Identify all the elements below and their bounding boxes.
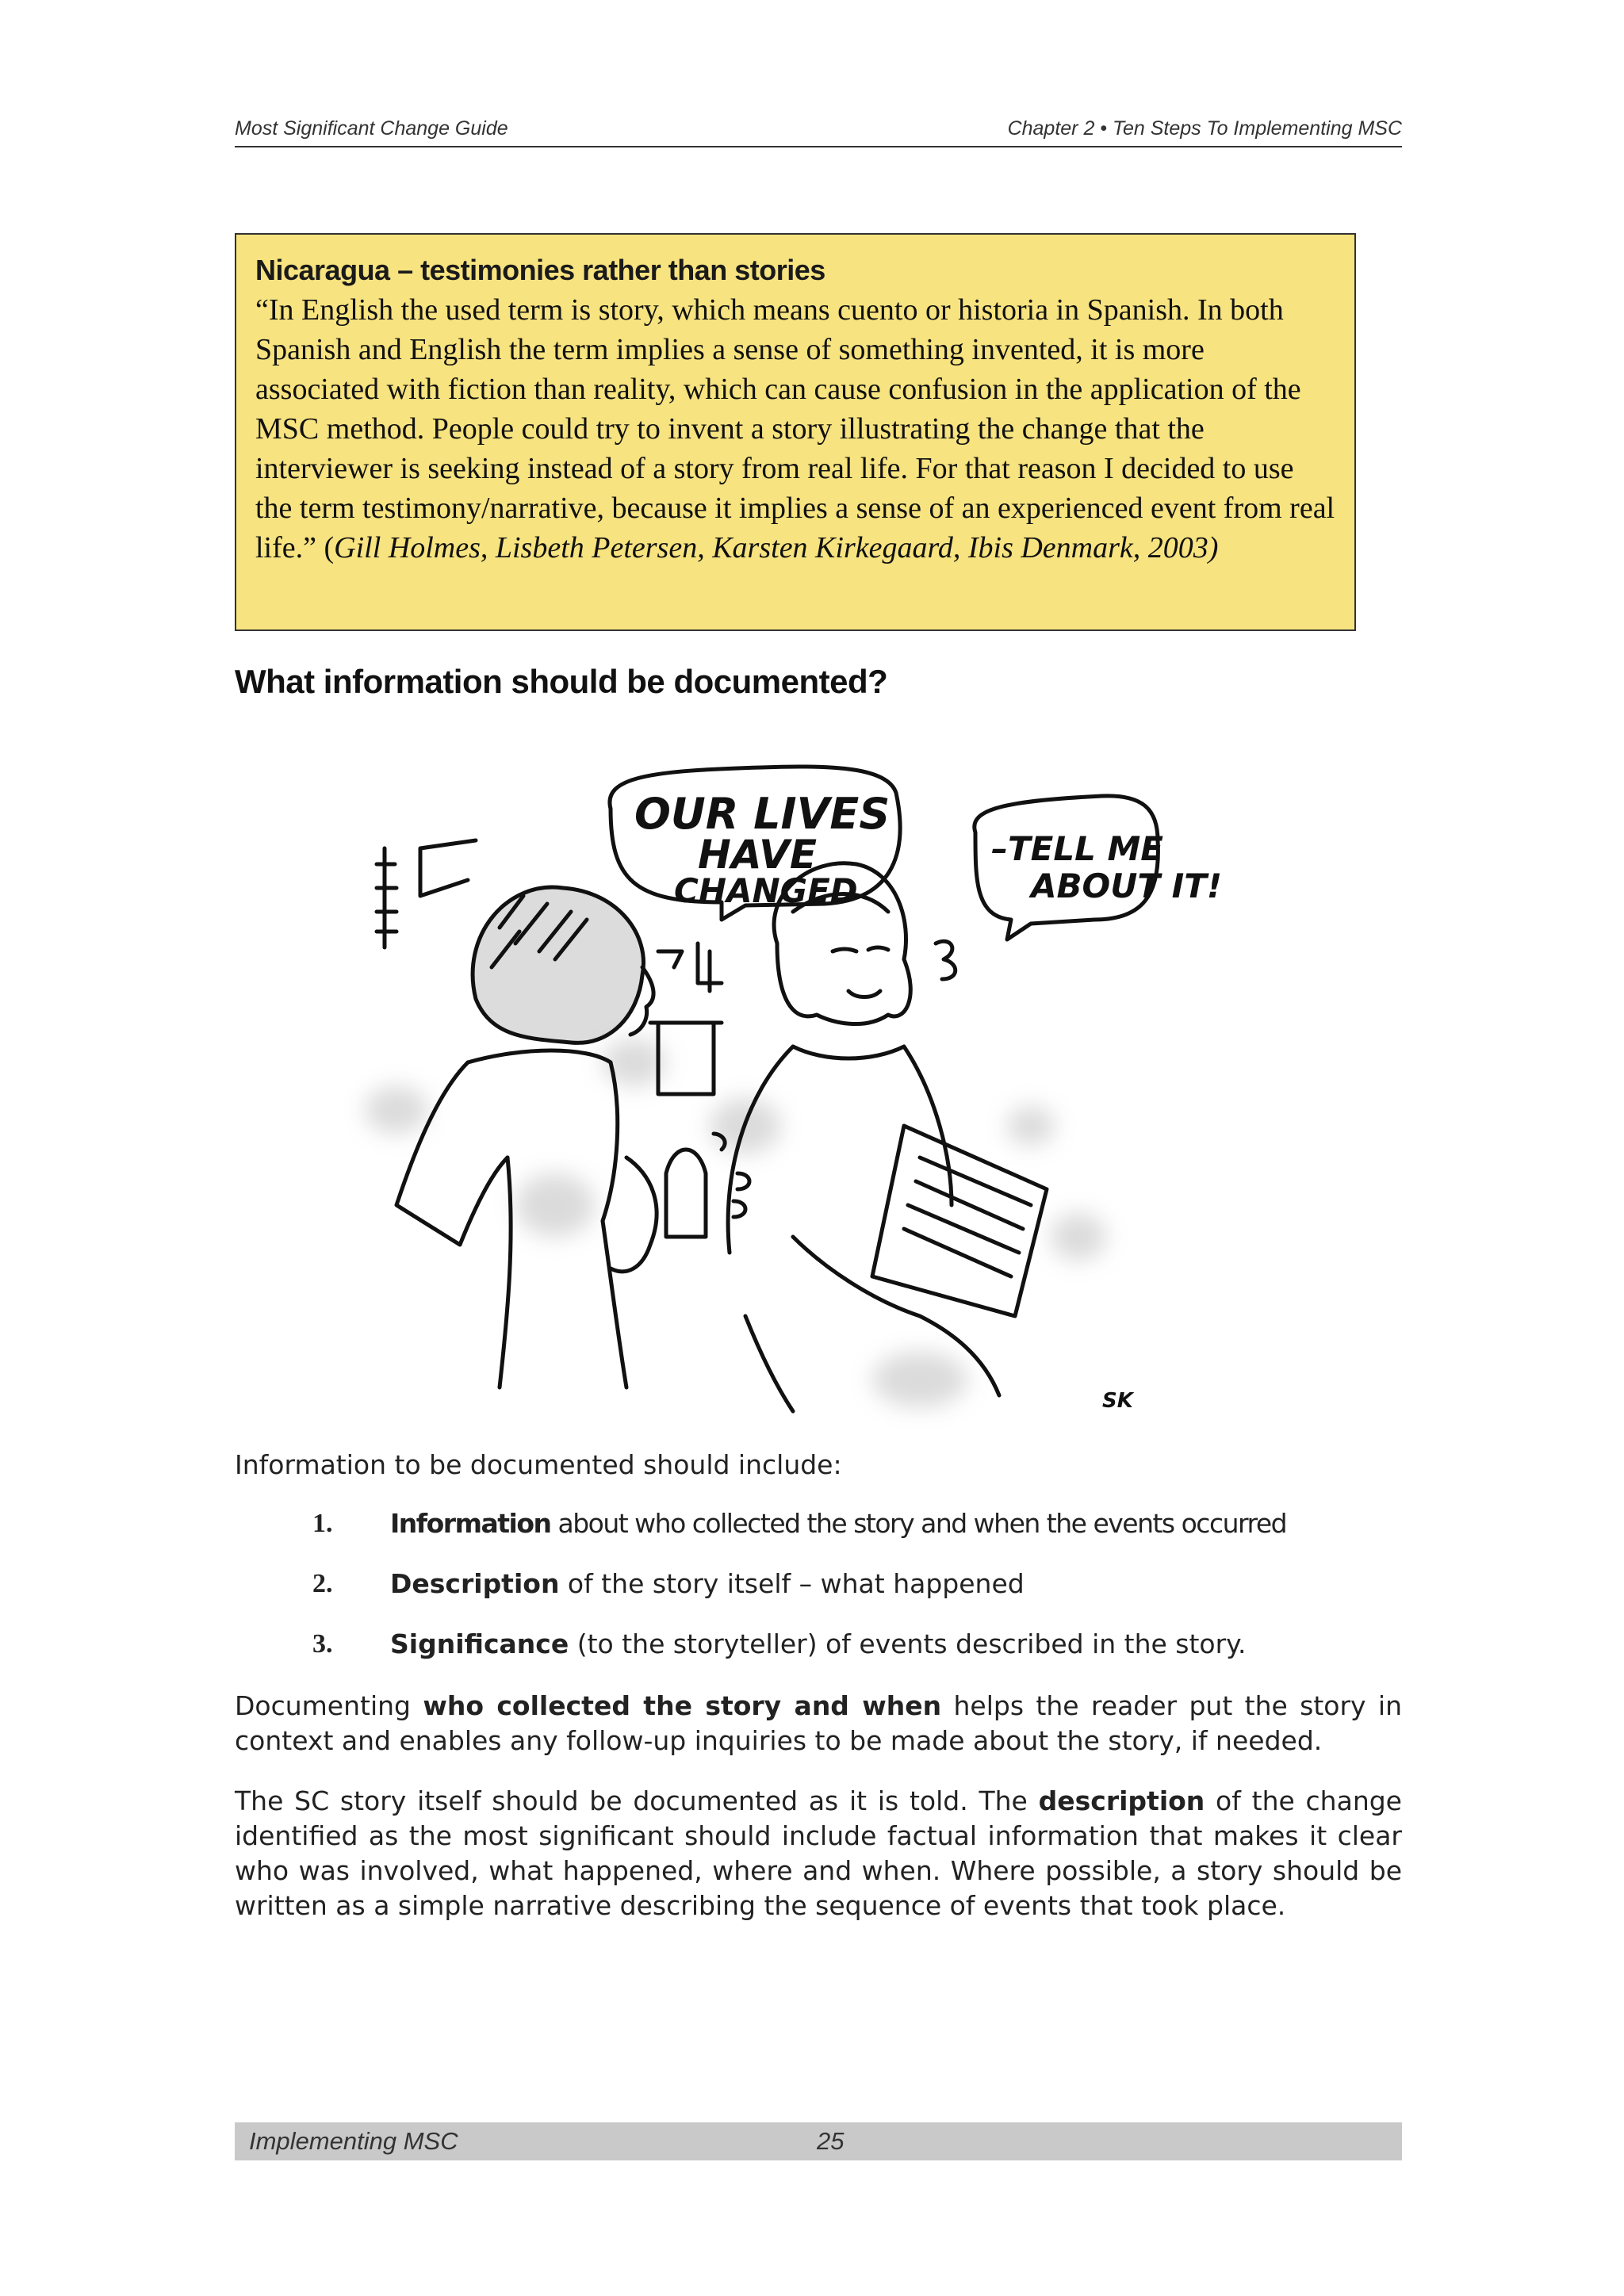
header-doc-title: Most Significant Change Guide [235,117,508,140]
page-number: 25 [817,2127,845,2155]
paragraph-emphasis: who collected the story and when [423,1690,942,1721]
page-header [235,114,1402,147]
shading [365,1039,1106,1407]
callout-citation: Gill Holmes, Lisbeth Petersen, Karsten Kirkegaard, Ibis Denmark, 2003) [334,531,1219,564]
page-footer [235,2122,1402,2160]
info-list [312,1506,1391,1687]
artist-signature: SK [1102,1389,1133,1413]
paragraph-text: helps the reader put the story in context and enables any follow-up inquiries to be made about the story, if needed. [235,1690,1403,1756]
footer-section-title: Implementing MSC [249,2127,458,2155]
list-desc: (to the storyteller) of events described in the story. [569,1628,1247,1659]
list-number: 2. [312,1569,333,1598]
callout-quote-text: “In English the used term is story, which means cuento or historia in Spanish. In both Spanish and English the term implies a sense of something invented, it is more associated with fiction than reality, which can cause confusion in the application of the MSC method. People could try to invent a story illustrating the change that the interviewer is seeking instead of a story from real life. For that reason I decided to use the term testimony/narrative, because it implies a sense of an experienced event from real life.” ( [255,293,1335,564]
paragraph-description [235,1784,1402,1923]
cartoon-illustration [349,761,1223,1435]
list-item [312,1567,1391,1627]
speech-right-line2: ABOUT IT! [1031,867,1223,905]
list-desc: about who collected the story and when the events occurred [550,1508,1287,1539]
speech-right-line1: –TELL ME [991,829,1163,868]
paragraph-context [235,1689,1402,1758]
paragraph-text: Documenting [235,1690,423,1721]
paragraph-text: The SC story itself should be documented as it is told. The [235,1785,1039,1816]
callout-title: Nicaragua – testimonies rather than stories [255,254,825,286]
paragraph-text: of the change identified as the most significant should include factual information that makes it clear who was involved, what happened, where and when. Where possible, a story should be written as a simple narrative describing the sequence of events that took place. [235,1785,1402,1921]
section-heading: What information should be documented? [235,663,888,700]
list-desc: of the story itself – what happened [559,1568,1025,1599]
list-term: Description [390,1568,560,1599]
case-study-callout [235,233,1356,631]
list-text [390,1627,1247,1662]
list-number: 1. [312,1509,333,1538]
callout-quote [255,290,1335,568]
list-text [390,1567,1025,1601]
paragraph-emphasis: description [1038,1785,1205,1816]
speech-left-line2: HAVE [698,832,817,878]
list-term: Significance [390,1628,569,1659]
list-text [390,1506,1286,1541]
list-item [312,1506,1391,1567]
speech-left-line3: CHANGED [674,871,858,910]
list-intro: Information to be documented should include: [235,1449,842,1480]
list-number: 3. [312,1629,333,1659]
list-item [312,1627,1391,1687]
speech-left-line1: OUR LIVES [634,789,891,839]
list-term: Information [390,1508,551,1539]
header-chapter-title: Chapter 2 • Ten Steps To Implementing MSC [1007,117,1402,140]
man-figure [396,887,657,1387]
